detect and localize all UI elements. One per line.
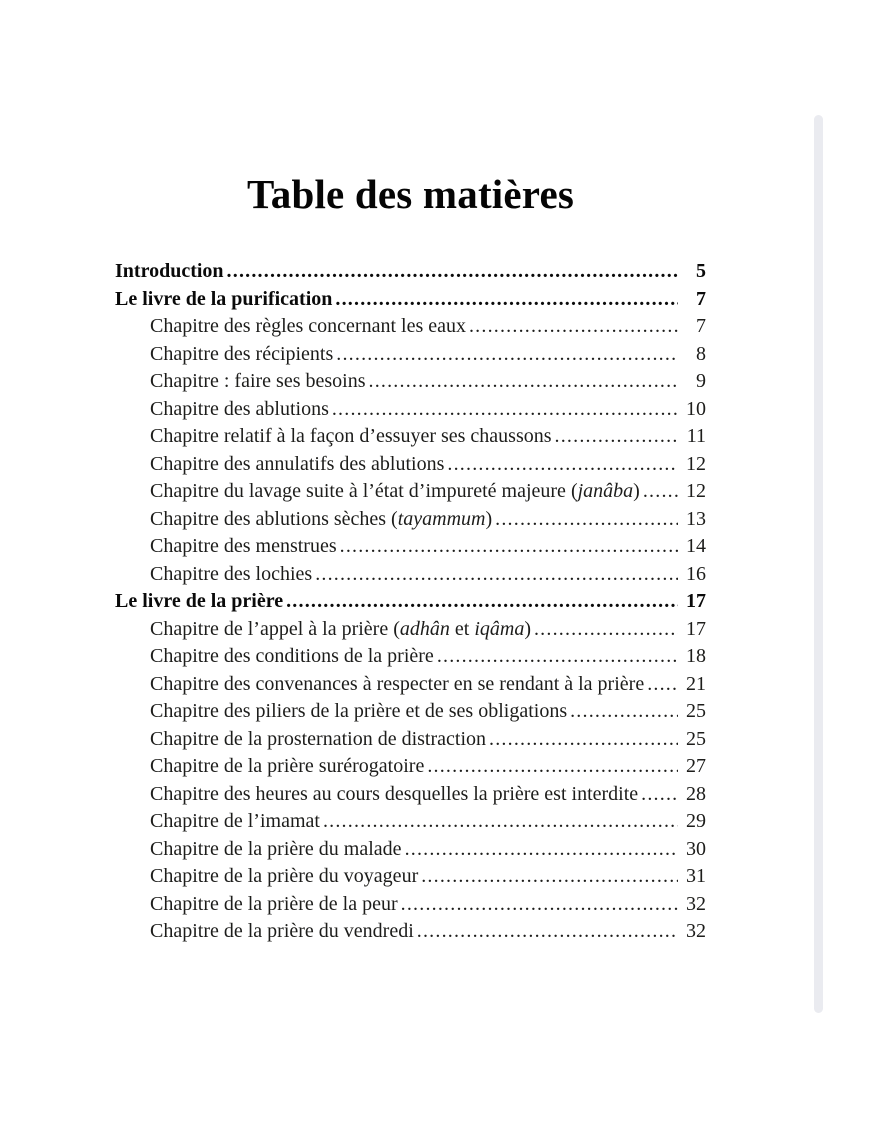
toc-entry-label: Introduction	[115, 260, 224, 282]
dot-leader	[643, 478, 678, 506]
toc-entry	[115, 451, 706, 479]
toc-entry	[115, 671, 706, 699]
dot-leader	[427, 753, 678, 781]
toc-list	[115, 258, 706, 946]
toc-entry-label: Chapitre de l’imamat	[150, 810, 320, 832]
toc-entry-label: Chapitre des convenances à respecter en se rendant à la prière	[150, 672, 645, 695]
toc-entry-label: Chapitre de l’appel à la prière (adhân et iqâma)	[150, 617, 531, 640]
toc-entry	[115, 533, 706, 561]
toc-entry-page: 13	[686, 507, 706, 530]
toc-entry-label: Chapitre de la prière du malade	[150, 837, 402, 860]
dot-leader	[647, 671, 678, 699]
toc-entry-label: Chapitre relatif à la façon d’essuyer ses chaussons	[150, 425, 552, 447]
dot-leader	[437, 643, 678, 671]
toc-entry-label: Chapitre des annulatifs des ablutions	[150, 452, 445, 475]
toc-entry	[115, 808, 706, 836]
dot-leader	[555, 423, 678, 451]
toc-entry	[115, 341, 706, 369]
toc-entry	[115, 753, 706, 781]
toc-entry-label: Chapitre des récipients	[150, 342, 334, 365]
toc-entry-page: 9	[696, 370, 706, 392]
toc-entry-page: 18	[686, 645, 706, 667]
toc-entry	[115, 863, 706, 891]
toc-entry-page: 25	[686, 727, 706, 750]
dot-leader	[641, 781, 678, 809]
toc-entry	[115, 836, 706, 864]
toc-entry-label: Chapitre des ablutions	[150, 397, 329, 420]
toc-entry	[115, 478, 706, 506]
toc-entry	[115, 616, 706, 644]
dot-leader	[447, 451, 678, 479]
toc-entry	[115, 506, 706, 534]
toc-entry	[115, 313, 706, 341]
toc-entry-page: 25	[686, 700, 706, 722]
toc-entry	[115, 918, 706, 946]
toc-entry-label: Chapitre des menstrues	[150, 535, 337, 557]
toc-entry	[115, 588, 706, 616]
dot-leader	[315, 561, 678, 589]
toc-entry-page: 30	[686, 837, 706, 860]
dot-leader	[421, 863, 678, 891]
page-title: Table des matières	[246, 171, 575, 217]
toc-entry	[115, 423, 706, 451]
dot-leader	[495, 506, 678, 534]
dot-leader	[336, 341, 678, 369]
toc-entry-label: Le livre de la prière	[115, 590, 284, 612]
toc-entry-page: 16	[686, 562, 706, 585]
toc-entry-label: Chapitre : faire ses besoins	[150, 370, 366, 392]
toc-entry-page: 29	[686, 810, 706, 832]
toc-entry-page: 32	[686, 892, 706, 915]
toc-entry-label: Chapitre de la prière du voyageur	[150, 865, 419, 887]
dot-leader	[323, 808, 678, 836]
toc-entry	[115, 368, 706, 396]
toc-entry	[115, 396, 706, 424]
dot-leader	[534, 616, 678, 644]
toc-entry	[115, 643, 706, 671]
dot-leader	[340, 533, 678, 561]
toc-entry	[115, 286, 706, 314]
toc-entry-page: 11	[686, 425, 706, 447]
toc-entry-label: Chapitre des ablutions sèches (tayammum)	[150, 507, 493, 530]
dot-leader	[335, 286, 678, 314]
dot-leader	[570, 698, 678, 726]
toc-entry-page: 12	[686, 480, 706, 502]
toc-entry-page: 17	[686, 590, 706, 612]
toc-entry	[115, 258, 706, 286]
dot-leader	[227, 258, 678, 286]
toc-entry-label: Chapitre des piliers de la prière et de ses obligations	[150, 700, 568, 722]
toc-entry-label: Chapitre des conditions de la prière	[150, 645, 434, 667]
dot-leader	[417, 918, 678, 946]
toc-entry-page: 32	[686, 920, 706, 942]
toc-entry	[115, 561, 706, 589]
toc-entry-page: 10	[686, 397, 706, 420]
toc-entry-label: Le livre de la purification	[115, 287, 333, 310]
toc-entry	[115, 698, 706, 726]
toc-entry-page: 12	[686, 452, 706, 475]
toc-entry-label: Chapitre de la prière du vendredi	[150, 920, 414, 942]
dot-leader	[332, 396, 678, 424]
toc-entry	[115, 781, 706, 809]
toc-entry	[115, 891, 706, 919]
toc-entry-page: 8	[696, 342, 706, 365]
toc-entry-page: 21	[686, 672, 706, 695]
toc-entry-page: 28	[686, 782, 706, 805]
toc-entry-label: Chapitre de la prosternation de distraction	[150, 727, 487, 750]
dot-leader	[405, 836, 678, 864]
toc-entry-page: 5	[696, 260, 706, 282]
toc-entry-label: Chapitre des lochies	[150, 562, 313, 585]
toc-entry-label: Chapitre des règles concernant les eaux	[150, 315, 466, 337]
dot-leader	[286, 588, 678, 616]
toc-entry-page: 17	[686, 617, 706, 640]
dot-leader	[489, 726, 678, 754]
toc-entry-page: 31	[686, 865, 706, 887]
dot-leader	[469, 313, 678, 341]
toc-entry	[115, 726, 706, 754]
toc-entry-page: 27	[686, 755, 706, 777]
toc-entry-label: Chapitre de la prière surérogatoire	[150, 755, 425, 777]
toc-entry-page: 7	[696, 287, 706, 310]
scrollbar-thumb[interactable]	[814, 115, 823, 1013]
dot-leader	[369, 368, 679, 396]
dot-leader	[401, 891, 678, 919]
toc-entry-page: 7	[696, 315, 706, 337]
toc-entry-label: Chapitre de la prière de la peur	[150, 892, 398, 915]
toc-entry-label: Chapitre du lavage suite à l’état d’impureté majeure (janâba)	[150, 480, 640, 502]
toc-entry-page: 14	[686, 535, 706, 557]
toc-entry-label: Chapitre des heures au cours desquelles la prière est interdite	[150, 782, 639, 805]
